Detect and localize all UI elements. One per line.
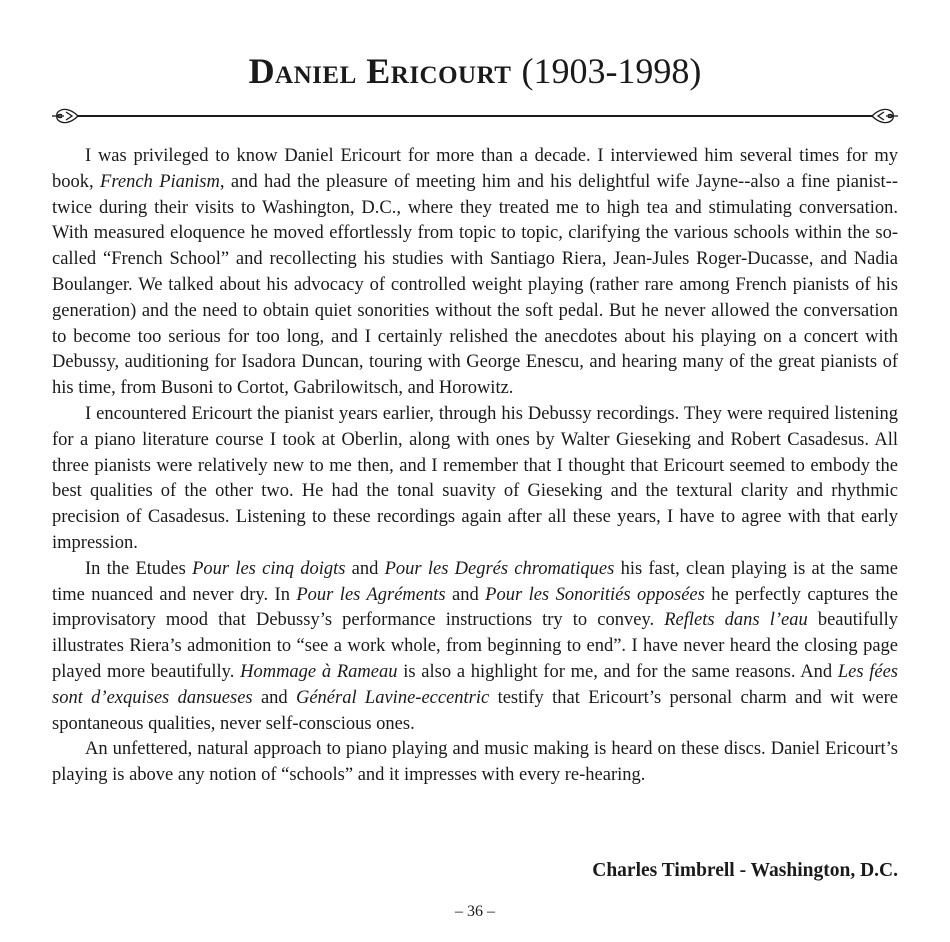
text-run: and (252, 687, 296, 708)
body-paragraph (52, 402, 898, 557)
article-body (52, 144, 898, 789)
italic-title: French Pianism (100, 171, 220, 192)
text-run: and (445, 584, 486, 605)
title-name: Daniel Ericourt (248, 51, 512, 91)
body-paragraph (52, 144, 898, 402)
text-run: I was privileged to know Daniel Ericourt for more than a decade. I interviewed him several times for my book, (52, 146, 898, 192)
italic-title: Les fées sont d’exquises dansueses (52, 661, 899, 708)
italic-title: Pour les Sonoritiés opposées (485, 584, 705, 605)
italic-title: Général Lavine-eccentric (295, 687, 490, 708)
page-number: – 36 – (455, 903, 495, 920)
body-paragraph (52, 737, 898, 789)
text-run: he perfectly captures the improvisatory mood that Debussy’s performance instructions try to convey. (52, 584, 898, 631)
page-title (0, 46, 950, 96)
italic-title: Reflets dans l’eau (664, 610, 808, 631)
text-run: beautifully illustrates Riera’s admonition to “see a work whole, from beginning to end”. I have never heard the closing page played more beautifully. (52, 610, 898, 682)
text-run: I encountered Ericourt the pianist years earlier, through his Debussy recordings. They were required listening for a piano literature course I took at Oberlin, along with ones by Walter Gieseking and Robert Casadesus. All three pianists were relatively new to me then, and I remember that I thought that Ericourt seemed to embody the best qualities of the other two. He had the tonal suavity of Gieseking and the textural clarity and rhythmic precision of Casadesus. Listening to these recordings again after all these years, I have to agree with that early impression. (52, 403, 898, 553)
italic-title: Pour les cinq doigts (192, 558, 346, 579)
title-years: (1903-1998) (521, 51, 702, 91)
italic-title: Pour les Degrés chromatiques (384, 558, 615, 579)
body-paragraph (52, 557, 898, 738)
author-signature: Charles Timbrell - Washington, D.C. (592, 860, 898, 881)
text-run: his fast, clean playing is at the same time nuanced and never dry. In (52, 558, 898, 605)
text-run: , and had the pleasure of meeting him and his delightful wife Jayne--also a fine pianist--twice during their visits to Washington, D.C., where they treated me to high tea and stimulating conversation. With measured eloquence he moved effortlessly from topic to topic, clarifying the various schools within the so-called “French School” and recollecting his studies with Santiago Riera, Jean-Jules Roger-Ducasse, and Nadia Boulanger. We talked about his advocacy of controlled weight playing (rather rare among French pianists of his generation) and the need to obtain quiet sonorities without the soft pedal. But he never allowed the conversation to become too serious for too long, and I certainly relished the anecdotes about his playing on a concert with Debussy, auditioning for Isadora Duncan, touring with George Enescu, and hearing many of the great pianists of his time, from Busoni to Cortot, Gabrilowitsch, and Horowitz. (52, 171, 899, 399)
italic-title: Pour les Agréments (296, 584, 446, 605)
text-run: testify that Ericourt’s personal charm and wit were spontaneous qualities, never self-conscious ones. (52, 687, 898, 734)
ornamental-rule (52, 100, 898, 132)
text-run: An unfettered, natural approach to piano playing and music making is heard on these discs. Daniel Ericourt’s playing is above any notion of “schools” and it impresses with every re-hearing. (52, 739, 898, 786)
text-run: In the Etudes (85, 558, 193, 579)
text-run: and (345, 558, 385, 579)
italic-title: Hommage à Rameau (240, 661, 398, 682)
text-run: is also a highlight for me, and for the same reasons. And (397, 661, 838, 682)
